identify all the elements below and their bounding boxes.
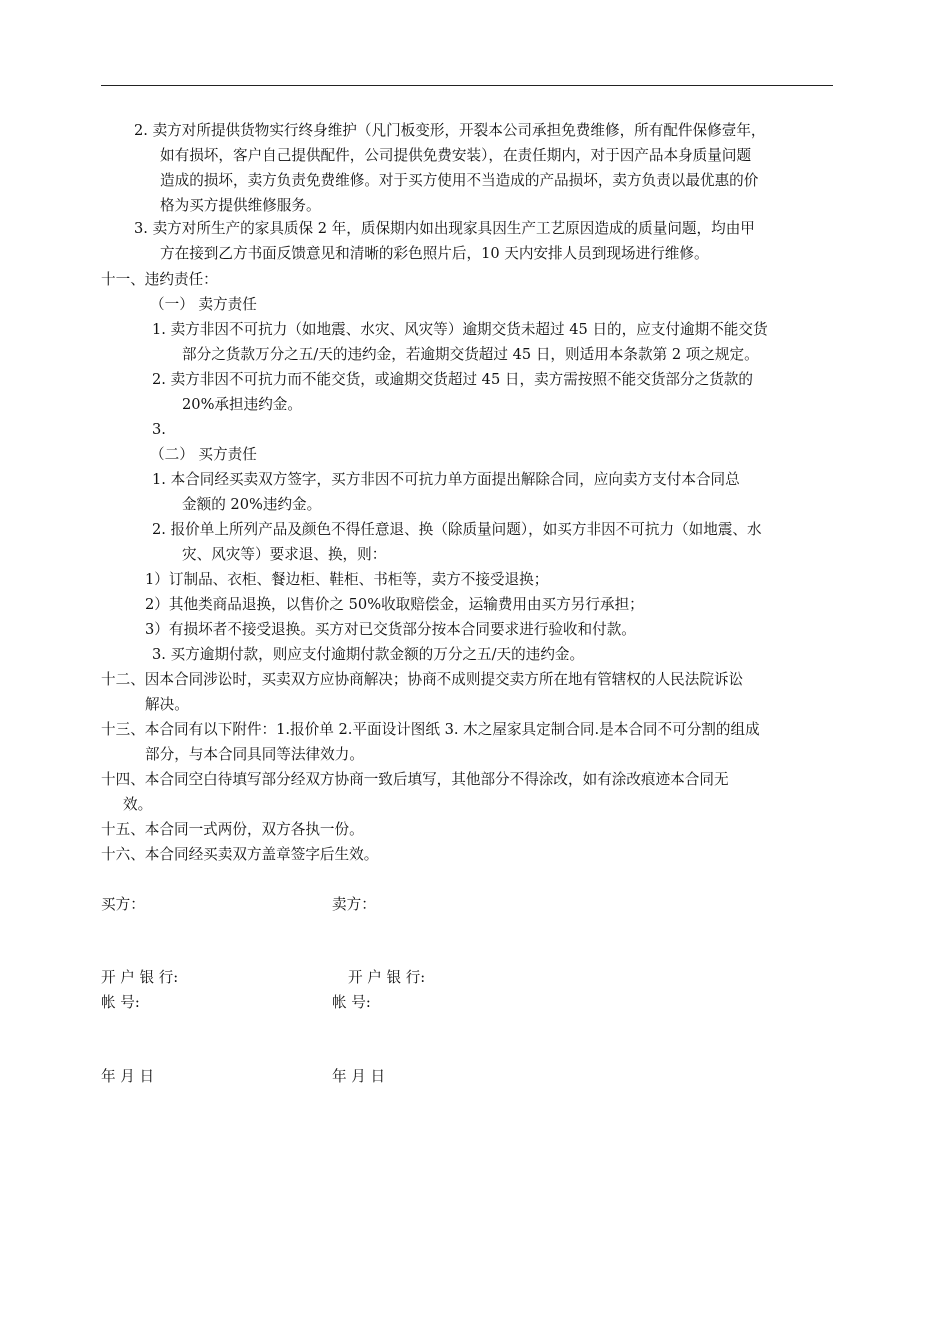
seller-clause-1-line-2: 部分之货款万分之五/天的违约金，若逾期交货超过 45 日，则适用本条款第 2 项之规定。 <box>182 346 759 363</box>
seller-account-label: 帐 号: <box>332 994 371 1011</box>
buyer-clause-2-sub-1: 1）订制品、衣柜、餐边柜、鞋柜、书柜等，卖方不接受退换； <box>145 571 549 588</box>
section-12-line-2: 解决。 <box>145 696 189 713</box>
warranty-item-2-line-1: 2. 卖方对所提供货物实行终身维护（凡门板变形，开裂本公司承担免费维修，所有配件保修壹年， <box>134 122 766 139</box>
seller-clause-1-line-1: 1. 卖方非因不可抗力（如地震、水灾、风灾等）逾期交货未超过 45 日的，应支付逾期不能交货 <box>152 321 768 338</box>
buyer-clause-2-line-2: 灾、风灾等）要求退、换，则： <box>182 546 387 563</box>
seller-clause-3: 3. <box>152 421 166 438</box>
buyer-clause-1-line-1: 1. 本合同经买卖双方签字，买方非因不可抗力单方面提出解除合同，应向卖方支付本合同总 <box>152 471 740 488</box>
section-12-line-1: 十二、因本合同涉讼时，买卖双方应协商解决；协商不成则提交卖方所在地有管辖权的人民法院诉讼 <box>101 671 744 688</box>
warranty-item-2-line-2: 如有损坏，客户自己提供配件，公司提供免费安装），在责任期内，对于因产品本身质量问题 <box>160 147 752 164</box>
section-16: 十六、本合同经买卖双方盖章签字后生效。 <box>101 846 379 863</box>
warranty-item-2-line-4: 格为买方提供维修服务。 <box>160 197 321 214</box>
section-14-line-1: 十四、本合同空白待填写部分经双方协商一致后填写，其他部分不得涂改，如有涂改痕迹本合同无 <box>101 771 729 788</box>
warranty-item-3-line-1: 3. 卖方对所生产的家具质保 2 年，质保期内如出现家具因生产工艺原因造成的质量问题，均由甲 <box>134 220 755 237</box>
buyer-bank-label: 开 户 银 行: <box>101 969 179 986</box>
buyer-clause-2-line-1: 2. 报价单上所列产品及颜色不得任意退、换（除质量问题），如买方非因不可抗力（如地震、水 <box>152 521 762 538</box>
section-15: 十五、本合同一式两份，双方各执一份。 <box>101 821 364 838</box>
buyer-clause-3: 3. 买方逾期付款，则应支付逾期付款金额的万分之五/天的违约金。 <box>152 646 585 663</box>
section-11-buyer-heading: （二） 买方责任 <box>150 446 257 463</box>
buyer-account-label: 帐 号: <box>101 994 140 1011</box>
seller-bank-label: 开 户 银 行: <box>348 969 426 986</box>
buyer-signature-label: 买方： <box>101 896 145 913</box>
buyer-clause-2-sub-3: 3）有损坏者不接受退换。买方对已交货部分按本合同要求进行验收和付款。 <box>145 621 636 638</box>
seller-date-label: 年 月 日 <box>332 1068 386 1085</box>
buyer-clause-2-sub-2: 2）其他类商品退换，以售价之 50%收取赔偿金，运输费用由买方另行承担； <box>145 596 644 613</box>
warranty-item-3-line-2: 方在接到乙方书面反馈意见和清晰的彩色照片后，10 天内安排人员到现场进行维修。 <box>160 245 709 262</box>
seller-clause-2-line-1: 2. 卖方非因不可抗力而不能交货，或逾期交货超过 45 日，卖方需按照不能交货部分之货款的 <box>152 371 753 388</box>
section-11-title: 十一、违约责任： <box>101 271 218 288</box>
section-14-line-2: 效。 <box>123 796 153 813</box>
buyer-date-label: 年 月 日 <box>101 1068 155 1085</box>
seller-clause-2-line-2: 20%承担违约金。 <box>182 396 302 413</box>
section-11-seller-heading: （一） 卖方责任 <box>150 296 257 313</box>
header-rule <box>101 85 833 86</box>
seller-signature-label: 卖方： <box>332 896 376 913</box>
section-13-line-2: 部分，与本合同具同等法律效力。 <box>145 746 364 763</box>
section-13-line-1: 十三、本合同有以下附件：1.报价单 2.平面设计图纸 3. 木之屋家具定制合同.是本合同不可分割的组成 <box>101 721 760 738</box>
warranty-item-2-line-3: 造成的损坏，卖方负责免费维修。对于买方使用不当造成的产品损坏，卖方负责以最优惠的价 <box>160 172 759 189</box>
buyer-clause-1-line-2: 金额的 20%违约金。 <box>182 496 322 513</box>
